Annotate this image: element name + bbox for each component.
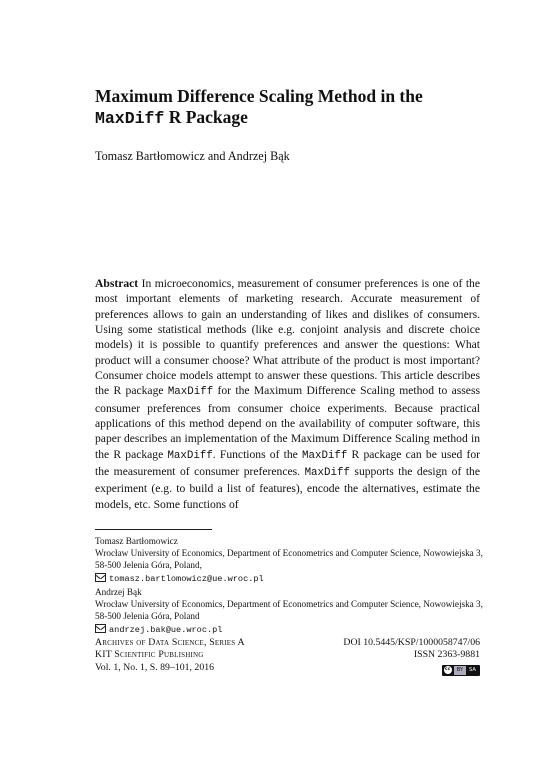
paper-title — [95, 86, 475, 129]
abstract-text-5: supports the design of the experiment (e.g. to build a list of features), encode the alternatives, estimate the models, etc. Some functions of — [95, 465, 481, 511]
mail-icon — [95, 573, 106, 582]
affiliation-1-email[interactable]: tomasz.bartlomowicz@ue.wroc.pl — [109, 573, 264, 584]
abstract-text-1: In microeconomics, measurement of consumer preferences is one of the most important elements of marketing research. Accurate measurement of preferences allows to gain an understanding of likes and dislikes of consumers. Using some statistical methods (like e.g. conjoint analysis and discrete choice models) it is possible to quantify preferences and answer the questions: What product will a consumer choose? What attribute of the product is most important? Consumer choice models attempt to answer these questions. This article describes the R package — [95, 277, 480, 398]
affiliation-1-name: Tomasz Bartłomowicz — [95, 536, 178, 546]
affiliation-2 — [95, 586, 485, 636]
journal-name: Archives of Data Science, Series A — [95, 637, 245, 648]
authors: Tomasz Bartłomowicz and Andrzej Bąk — [95, 149, 290, 163]
title-rest: R Package — [164, 107, 248, 127]
license-by: BY — [454, 666, 466, 675]
license-sa: SA — [469, 666, 476, 673]
abstract — [95, 276, 480, 512]
abstract-label: Abstract — [95, 277, 139, 290]
abstract-text-3: . Functions of the — [212, 447, 302, 461]
abstract-code-4: MaxDiff — [304, 467, 350, 480]
abstract-code-1: MaxDiff — [167, 386, 214, 399]
publisher-name: KIT Scientific Publishing — [95, 649, 204, 661]
affiliation-2-institution: Wrocław University of Economics, Department of Econometrics and Computer Science, Nowowiejska 3, 58-500 Jelenia Góra, Poland — [95, 599, 483, 622]
journal-info — [95, 637, 245, 674]
abstract-text-4: R package can be used for the measurement of consumer preferences. — [95, 447, 480, 479]
doi[interactable]: DOI 10.5445/KSP/1000058747/06 — [343, 637, 480, 648]
footnote-rule — [95, 529, 212, 530]
abstract-text-2: for the Maximum Difference Scaling method to assess consumer preferences from consumer choice experiments. Because practical applications of this method depend on the availability of computer software, this paper describes an implementation of the Maximum Difference Scaling method in the R package — [95, 384, 480, 461]
cc-logo-icon: cc — [444, 666, 452, 674]
abstract-code-3: MaxDiff — [302, 449, 348, 462]
volume-info: Vol. 1, No. 1, S. 89–101, 2016 — [95, 661, 215, 673]
issn: ISSN 2363-9881 — [413, 649, 480, 661]
title-package-name: MaxDiff — [95, 109, 165, 128]
title-line1: Maximum Difference Scaling Method in the — [95, 86, 423, 106]
publication-identifiers — [343, 637, 480, 676]
affiliation-2-email[interactable]: andrzej.bak@ue.wroc.pl — [109, 624, 223, 635]
mail-icon — [95, 624, 106, 633]
abstract-code-2: MaxDiff — [167, 449, 213, 462]
affiliation-1-institution: Wrocław University of Economics, Department of Econometrics and Computer Science, Nowowiejska 3, 58-500 Jelenia Góra, Poland, — [95, 548, 483, 571]
affiliation-2-name: Andrzej Bąk — [95, 587, 142, 597]
affiliation-1 — [95, 535, 485, 585]
cc-license-badge[interactable] — [442, 665, 480, 676]
